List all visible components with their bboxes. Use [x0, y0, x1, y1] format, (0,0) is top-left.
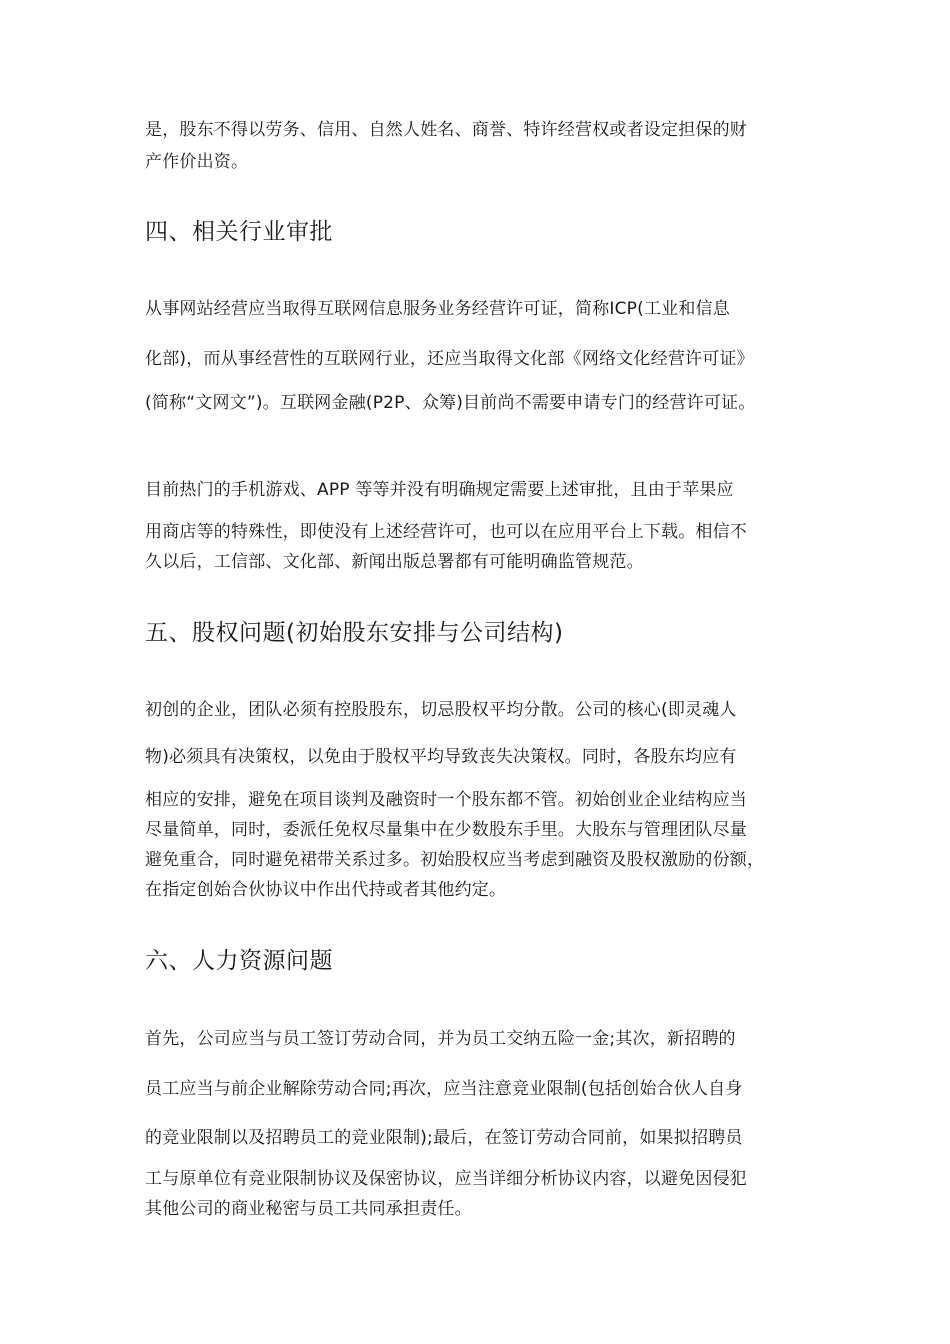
section-heading-4: 四、相关行业审批 [145, 219, 333, 245]
section-heading-5: 五、股权问题(初始股东安排与公司结构) [145, 620, 564, 646]
paragraph-line: 其他公司的商业秘密与员工共同承担责任。 [145, 1199, 472, 1219]
paragraph-line: 首先，公司应当与员工签订劳动合同，并为员工交纳五险一金;其次，新招聘的 [145, 1029, 736, 1049]
paragraph-line: 尽量简单，同时，委派任免权尽量集中在少数股东手里。大股东与管理团队尽量 [145, 820, 747, 840]
paragraph-line: (简称“文网文”)。互联网金融(P2P、众筹)目前尚不需要申请专门的经营许可证。 [145, 393, 756, 413]
section-heading-6: 六、人力资源问题 [145, 948, 333, 974]
paragraph-line: 在指定创始合伙协议中作出代持或者其他约定。 [145, 880, 507, 900]
paragraph-line: 避免重合，同时避免裙带关系过多。初始股权应当考虑到融资及股权激励的份额， [145, 850, 765, 870]
paragraph-line: 久以后，工信部、文化部、新闻出版总署都有可能明确监管规范。 [145, 552, 644, 572]
paragraph-line: 产作价出资。 [145, 152, 249, 172]
paragraph-line: 用商店等的特殊性，即使没有上述经营许可，也可以在应用平台上下载。相信不 [145, 522, 747, 542]
paragraph-line: 初创的企业，团队必须有控股股东，切忌股权平均分散。公司的核心(即灵魂人 [145, 700, 737, 720]
paragraph-line: 化部)，而从事经营性的互联网行业，还应当取得文化部《网络文化经营许可证》 [145, 349, 754, 369]
paragraph-line: 的竞业限制以及招聘员工的竞业限制);最后，在签订劳动合同前，如果拟招聘员 [145, 1128, 743, 1148]
paragraph-line: 从事网站经营应当取得互联网信息服务业务经营许可证，简称ICP(工业和信息 [145, 299, 730, 319]
paragraph-line: 员工应当与前企业解除劳动合同;再次，应当注意竞业限制(包括创始合伙人自身 [145, 1079, 743, 1099]
paragraph-line: 物)必须具有决策权，以免由于股权平均导致丧失决策权。同时，各股东均应有 [145, 747, 737, 767]
paragraph-line: 相应的安排，避免在项目谈判及融资时一个股东都不管。初始创业企业结构应当 [145, 790, 747, 810]
paragraph-line: 是，股东不得以劳务、信用、自然人姓名、商誉、特许经营权或者设定担保的财 [145, 120, 747, 140]
paragraph-line: 工与原单位有竞业限制协议及保密协议，应当详细分析协议内容，以避免因侵犯 [145, 1169, 747, 1189]
paragraph-line: 目前热门的手机游戏、APP 等等并没有明确规定需要上述审批，且由于苹果应 [145, 480, 734, 500]
